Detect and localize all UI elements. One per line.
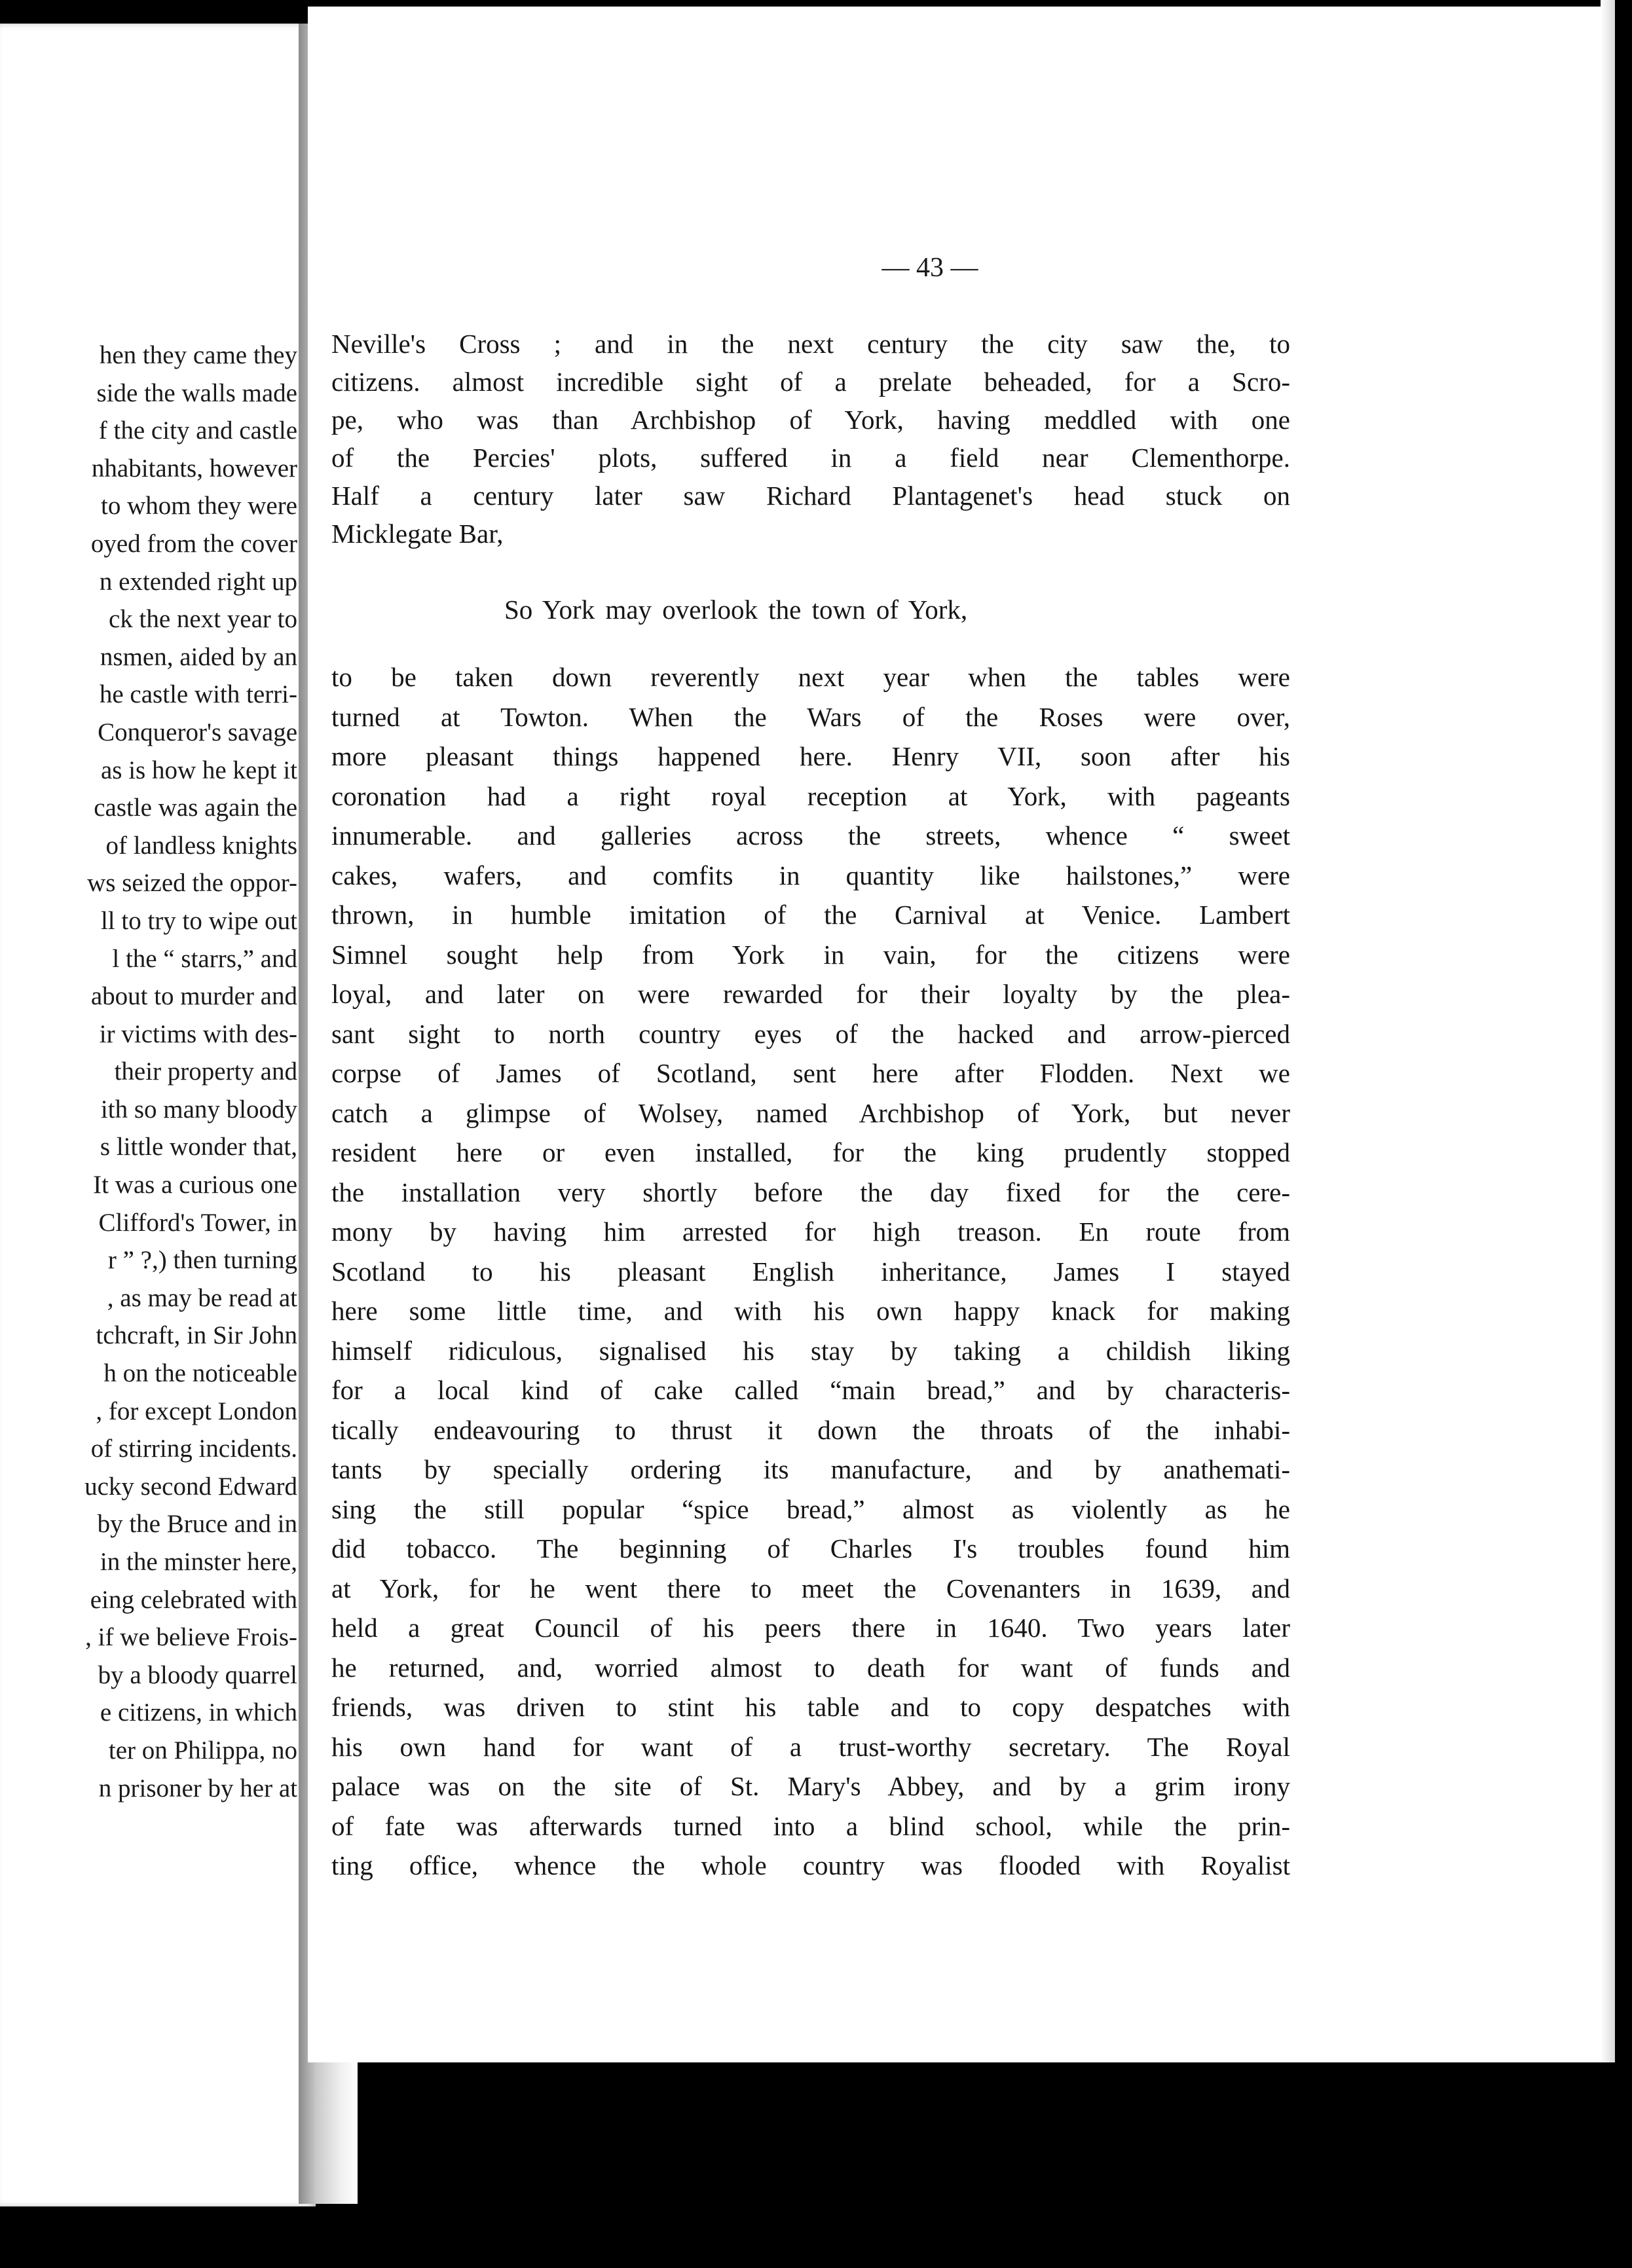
text-line: ting office, whence the whole country was flooded with Royalist	[331, 1850, 1290, 1880]
left-line: ir victims with des-	[99, 1019, 297, 1048]
text-line: sant sight to north country eyes of the hacked and arrow-pierced	[331, 1018, 1290, 1049]
left-line: ter on Philippa, no	[108, 1736, 297, 1765]
text-line: Micklegate Bar,	[331, 519, 504, 549]
left-line: in the minster here,	[100, 1548, 297, 1576]
left-line: to whom they were	[100, 492, 297, 521]
text-line: innumerable. and galleries across the streets, whence “ sweet	[331, 820, 1290, 850]
text-line: sing the still popular “spice bread,” almost as violently as he	[331, 1493, 1290, 1524]
left-line: ws seized the oppor-	[87, 869, 297, 898]
left-line: of landless knights	[105, 831, 297, 860]
left-line: he castle with terri-	[99, 680, 297, 709]
text-line: more pleasant things happened here. Henry VII, soon after his	[331, 741, 1290, 771]
left-page-text	[0, 337, 297, 1807]
text-line: of the Percies' plots, suffered in a field near Clementhorpe.	[331, 443, 1290, 473]
text-line: corpse of James of Scotland, sent here after Flodden. Next we	[331, 1058, 1290, 1088]
left-line: n extended right up	[99, 567, 297, 596]
text-line: pe, who was than Archbishop of York, having meddled with one	[331, 405, 1290, 435]
text-line: his own hand for want of a trust-worthy secretary. The Royal	[331, 1731, 1290, 1762]
left-line: , for except London	[96, 1397, 297, 1425]
text-line: at York, for he went there to meet the Covenanters in 1639, and	[331, 1573, 1290, 1603]
left-line: as is how he kept it	[100, 756, 297, 784]
paragraph-2	[331, 657, 1290, 1886]
text-line: coronation had a right royal reception at York, with pageants	[331, 780, 1290, 811]
text-line: friends, was driven to stint his table and to copy despatches with	[331, 1692, 1290, 1722]
left-line: ith so many bloody	[100, 1095, 297, 1124]
text-line: cakes, wafers, and comfits in quantity like hailstones,” were	[331, 860, 1290, 890]
left-line: castle was again the	[94, 794, 297, 822]
left-line: l the “ starrs,” and	[112, 944, 297, 973]
text-line: Simnel sought help from York in vain, for the citizens were	[331, 939, 1290, 970]
left-line: by the Bruce and in	[97, 1510, 297, 1539]
left-line: Clifford's Tower, in	[98, 1208, 297, 1237]
left-line: r ” ?,) then turning	[107, 1246, 297, 1275]
left-line: ck the next year to	[108, 605, 297, 634]
text-line: Scotland to his pleasant English inheritance, James I stayed	[331, 1256, 1290, 1287]
left-line: of stirring incidents.	[90, 1435, 297, 1463]
left-line: e citizens, in which	[100, 1698, 297, 1727]
right-page	[308, 7, 1615, 2062]
left-line: nhabitants, however	[91, 454, 297, 483]
left-line: ll to try to wipe out	[100, 906, 297, 935]
left-line: oyed from the cover	[90, 529, 297, 558]
left-line: s little wonder that,	[100, 1133, 297, 1161]
left-line: n prisoner by her at	[98, 1774, 297, 1802]
left-line: h on the noticeable	[103, 1359, 297, 1388]
page-edge-shadow	[1601, 0, 1615, 2062]
text-line: he returned, and, worried almost to death for want of funds and	[331, 1652, 1290, 1683]
text-line: for a local kind of cake called “main bread,” and by characteris-	[331, 1375, 1290, 1405]
text-line: tants by specially ordering its manufacture, and by anathemati-	[331, 1454, 1290, 1484]
text-line: of fate was afterwards turned into a blind school, while the prin-	[331, 1810, 1290, 1841]
text-line: to be taken down reverently next year when the tables were	[331, 662, 1290, 692]
left-line: about to murder and	[90, 982, 297, 1011]
left-line: Conqueror's savage	[98, 718, 297, 746]
text-line: palace was on the site of St. Mary's Abbey, and by a grim irony	[331, 1771, 1290, 1801]
text-line: mony by having him arrested for high treason. En route from	[331, 1216, 1290, 1247]
left-line: eing celebrated with	[90, 1585, 297, 1614]
text-line: resident here or even installed, for the king prudently stopped	[331, 1137, 1290, 1167]
text-line: held a great Council of his peers there in 1640. Two years later	[331, 1613, 1290, 1643]
text-line: here some little time, and with his own happy knack for making	[331, 1296, 1290, 1326]
left-line: It was a curious one	[93, 1171, 297, 1199]
text-line: turned at Towton. When the Wars of the Roses were over,	[331, 701, 1290, 732]
left-line: f the city and castle	[98, 416, 297, 445]
quotation-line: So York may overlook the town of York,	[504, 594, 968, 625]
text-line: loyal, and later on were rewarded for their loyalty by the plea-	[331, 979, 1290, 1009]
text-line: tically endeavouring to thrust it down the throats of the inhabi-	[331, 1414, 1290, 1445]
text-line: citizens. almost incredible sight of a prelate beheaded, for a Scro-	[331, 367, 1290, 397]
left-line: ucky second Edward	[84, 1472, 297, 1501]
text-line: the installation very shortly before the day fixed for the cere-	[331, 1177, 1290, 1207]
text-line: did tobacco. The beginning of Charles I's troubles found him	[331, 1533, 1290, 1564]
left-line: side the walls made	[96, 378, 297, 407]
left-page	[0, 24, 316, 2206]
text-line: catch a glimpse of Wolsey, named Archbishop of York, but never	[331, 1097, 1290, 1128]
text-line: Half a century later saw Richard Plantagenet's head stuck on	[331, 481, 1290, 511]
left-line: hen they came they	[99, 341, 297, 369]
paragraph-1	[331, 325, 1290, 553]
left-line: nsmen, aided by an	[100, 642, 297, 671]
left-line: their property and	[114, 1057, 297, 1086]
left-line: , as may be read at	[107, 1283, 297, 1312]
text-line: Neville's Cross ; and in the next century the city saw the, to	[331, 329, 1290, 359]
page-number: — 43 —	[881, 253, 978, 283]
text-line: himself ridiculous, signalised his stay by taking a childish liking	[331, 1335, 1290, 1366]
left-line: by a bloody quarrel	[98, 1660, 297, 1689]
text-line: thrown, in humble imitation of the Carnival at Venice. Lambert	[331, 900, 1290, 930]
left-line: , if we believe Frois-	[85, 1623, 297, 1652]
left-line: tchcraft, in Sir John	[96, 1321, 297, 1350]
